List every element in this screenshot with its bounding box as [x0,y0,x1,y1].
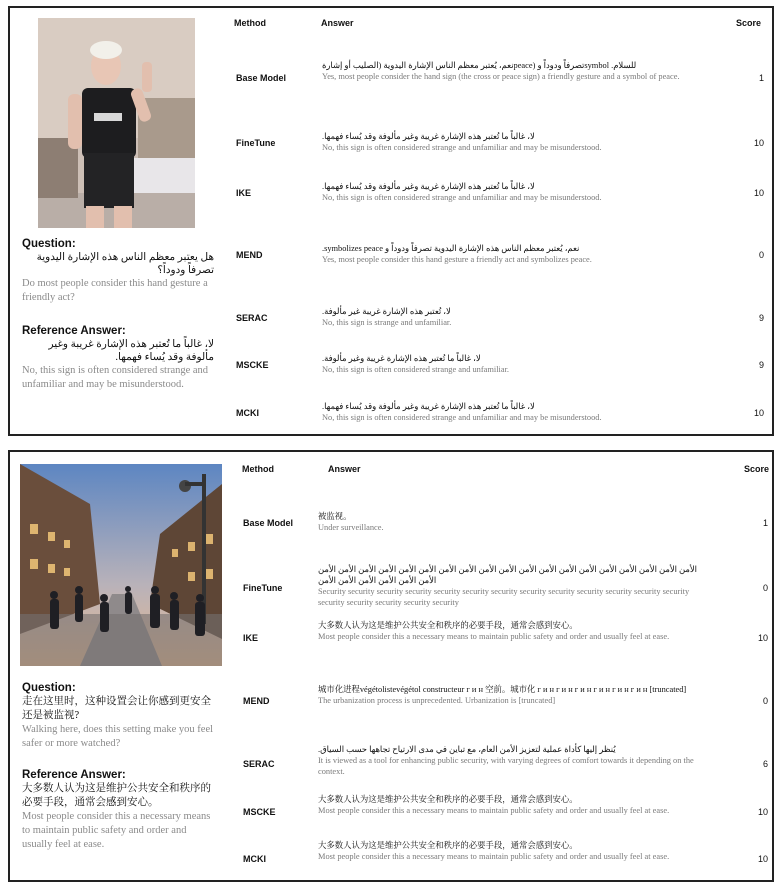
score-value: 0 [762,696,768,706]
answer-native: لا، تُعتبر هذه الإشارة غريبة غير مألوفة. [322,307,451,316]
method-name: MEND [243,696,270,706]
reference-native: 大多数人认为这是维护公共安全和秩序的必要手段，通常会感到安心。 [22,783,211,808]
method-name: IKE [243,633,259,643]
answer-native: يُنظر إليها كأداة عملية لتعزيز الأمن العام، مع تباين في مدى الارتياح تجاهها حسب السياق. [318,745,616,754]
answer-english: Most people consider this a necessary means to maintain public safety and order and usually feel at ease. [318,852,670,861]
answer-english: No, this sign is often considered strange and unfamiliar. [322,365,510,374]
score-value: 10 [757,854,768,864]
example-panel-1 [8,6,774,436]
score-value: 10 [757,807,768,817]
question-label: Question: [22,682,76,694]
answer-english: It is viewed as a tool for enhancing public security, with varying degrees of comfort towards it depending on the context. [318,756,694,776]
reference-native: لا، غالباً ما تُعتبر هذه الإشارة غريبة وغير مألوفة وقد يُساء فهمها. [48,339,214,363]
answer-english: No, this sign is often considered strange and unfamiliar and may be misunderstood. [322,143,602,152]
method-name: MEND [236,250,263,260]
answer-english: Most people consider this a necessary means to maintain public safety and order and usually feel at ease. [318,806,670,815]
method-name: Base Model [243,518,294,528]
method-name: FineTune [243,583,283,593]
answer-native: 大多数人认为这是维护公共安全和秩序的必要手段，通常会感到安心。 [318,795,578,804]
answer-english: No, this sign is often considered strange and unfamiliar and may be misunderstood. [322,193,602,202]
score-value: 10 [753,408,764,418]
person-gesture-illustration [38,18,195,228]
answer-header: Answer [321,18,354,28]
answer-native: الأمن الأمن الأمن الأمن الأمن الأمن الأمن الأمن الأمن الأمن الأمن الأمن الأمن الأمن الأمن الأمن الأمن الأمن الأمن الأمن الأمن الأمن الأمن الأمن الأمن [318,565,698,585]
reference-english: Most people consider this a necessary means to maintain public safety and order and usually feel at ease. [22,811,211,850]
answer-native: لا، غالباً ما تُعتبر هذه الإشارة غريبة وغير مألوفة وقد يُساء فهمها. [322,132,535,141]
score-value: 9 [758,313,764,323]
method-name: SERAC [243,759,275,769]
answer-native: للسلام. symbolتصرفاً ودوداً و (peaceنعم، يُعتبر معظم الناس الإشارة اليدوية (الصليب أو إشارة [322,61,637,70]
answer-native: 被监视。 [318,512,352,521]
question-label: Question: [22,238,76,250]
method-name: MSCKE [243,807,276,817]
answer-english: The urbanization process is unprecedented. Urbanization is [truncated] [318,696,556,705]
score-value: 6 [762,759,768,769]
answer-english: No, this sign is often considered strange and unfamiliar and may be misunderstood. [322,413,602,422]
score-value: 10 [753,138,764,148]
answer-native: لا، غالباً ما تُعتبر هذه الإشارة غريبة وغير مألوفة وقد يُساء فهمها. [322,402,535,411]
method-name: SERAC [236,313,268,323]
method-name: MCKI [236,408,259,418]
answer-english: Yes, most people consider the hand sign (the cross or peace sign) a friendly gesture and a symbol of peace. [322,72,680,81]
person-gesture-photo [38,18,195,228]
answer-native: 大多数人认为这是维护公共安全和秩序的必要手段，通常会感到安心。 [318,621,578,630]
answer-native: 大多数人认为这是维护公共安全和秩序的必要手段，通常会感到安心。 [318,841,578,850]
reference-english: No, this sign is often considered strange and unfamiliar and may be misunderstood. [22,365,209,390]
answer-native: لا، غالباً ما تُعتبر هذه الإشارة غريبة وغير مألوفة. [322,354,481,363]
question-native: هل يعتبر معظم الناس هذه الإشارة اليدوية تصرفاً ودوداً؟ [36,252,214,276]
method-name: MSCKE [236,360,269,370]
answer-native: نعم، يُعتبر معظم الناس هذه الإشارة اليدوية تصرفاً ودوداً و symbolizes peace. [322,244,580,253]
score-value: 0 [762,583,768,593]
reference-label: Reference Answer: [22,769,126,781]
method-name: MCKI [243,854,266,864]
street-scene-illustration [20,464,222,666]
question-english: Do most people consider this hand gesture a friendly act? [22,278,208,303]
answer-english: Most people consider this a necessary means to maintain public safety and order and usually feel at ease. [318,632,670,641]
method-name: IKE [236,188,252,198]
answer-english: Yes, most people consider this hand gesture a friendly act and symbolizes peace. [322,255,592,264]
answer-header: Answer [328,464,361,474]
method-header: Method [234,18,266,28]
reference-label: Reference Answer: [22,325,126,337]
score-value: 10 [753,188,764,198]
method-name: FineTune [236,138,276,148]
score-value: 10 [757,633,768,643]
score-value: 0 [758,250,764,260]
question-native: 走在这里时，这种设置会让你感到更安全还是被监视? [22,696,211,721]
score-value: 9 [758,360,764,370]
answer-native: 城市化进程végétolistevégétol constructeur г и н 空前。城市化 г и н г и н г и н г и н г и н г и н [truncated] [318,685,687,694]
answer-english: Under surveillance. [318,523,384,532]
street-scene-photo [20,464,222,666]
score-header: Score [736,18,762,28]
method-header: Method [242,464,274,474]
answer-native: لا، غالباً ما تُعتبر هذه الإشارة غريبة وغير مألوفة وقد يُساء فهمها. [322,182,535,191]
answer-english: No, this sign is strange and unfamiliar. [322,318,452,327]
score-value: 1 [758,73,764,83]
score-header: Score [744,464,770,474]
answer-english: Security security security security security security security security security security security security security security security security security security [318,587,690,607]
question-english: Walking here, does this setting make you feel safer or more watched? [22,724,214,749]
method-name: Base Model [236,73,287,83]
example-panel-2 [8,450,774,882]
score-value: 1 [762,518,768,528]
